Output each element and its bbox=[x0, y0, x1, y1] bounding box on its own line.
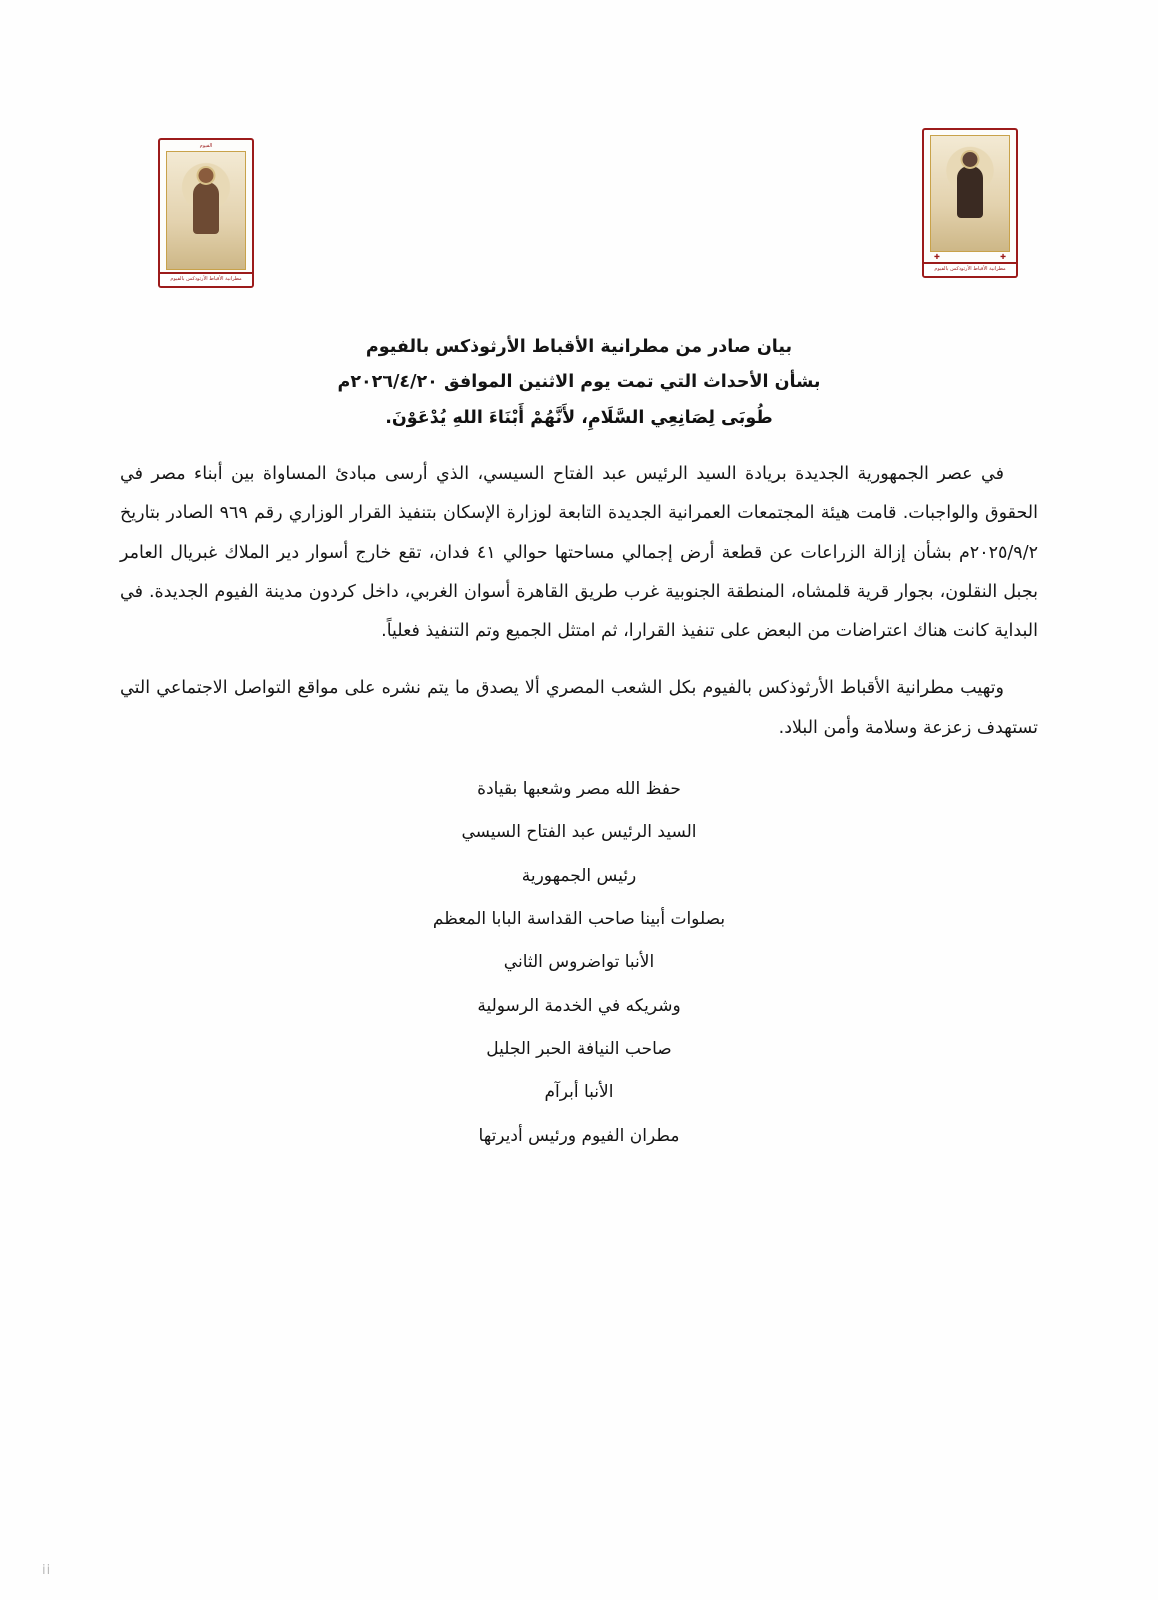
cross-row-icon bbox=[934, 254, 1006, 261]
document-body bbox=[120, 330, 1038, 1158]
closing-line-6: وشريكه في الخدمة الرسولية bbox=[477, 995, 681, 1016]
statement-title-line-1: بيان صادر من مطرانية الأقباط الأرثوذكس بالفيوم bbox=[365, 337, 793, 357]
left-logo-icon bbox=[166, 151, 246, 270]
right-logo-base-caption: مطرانية الأقباط الأرثوذكس بالفيوم bbox=[924, 262, 1016, 276]
statement-paragraph-1: في عصر الجمهورية الجديدة بريادة السيد الرئيس عبد الفتاح السيسي، الذي أرسى مبادئ المساواة بين أبناء مصر في الحقوق والواجبات. قامت هيئة المجتمعات العمرانية الجديدة التابعة لوزارة الإسكان بتنفيذ القرار الوزاري رقم ٩٦٩ الصادر بتاريخ ٢٠٢٥/٩/٢م بشأن إزالة الزراعات عن قطعة أرض إجمالي مساحتها حوالي ٤١ فدان، تقع خارج أسوار دير الملاك غبريال العامر بجبل النقلون، بجوار قرية قلمشاه، المنطقة الجنوبية غرب طريق القاهرة أسوان الغربي، داخل كردون مدينة الفيوم الجديدة. في البداية كانت هناك اعتراضات من البعض على تنفيذ القرارا، ثم امتثل الجميع وتم التنفيذ فعلياً. bbox=[120, 463, 1038, 642]
closing-line-9: مطران الفيوم ورئيس أديرتها bbox=[478, 1125, 680, 1146]
cross-icon: ✚ bbox=[1000, 253, 1006, 262]
closing-line-7: صاحب النيافة الحبر الجليل bbox=[486, 1038, 672, 1059]
right-logo-icon bbox=[930, 135, 1010, 252]
page-footer-mark: ii bbox=[42, 1563, 52, 1578]
fayoum-diocese-seal-left-logo bbox=[158, 138, 254, 288]
closing-line-1: حفظ الله مصر وشعبها بقيادة bbox=[477, 778, 681, 799]
closing-line-2: السيد الرئيس عبد الفتاح السيسي bbox=[461, 822, 697, 843]
cross-icon: ✚ bbox=[934, 253, 940, 262]
monastery-seal-right-logo bbox=[922, 128, 1018, 278]
left-logo-base-caption: مطرانية الأقباط الأرثوذكس بالفيوم bbox=[160, 272, 252, 286]
closing-line-5: الأنبا تواضروس الثاني bbox=[503, 952, 655, 973]
scripture-verse: طُوبَى لِصَانِعِي السَّلَامِ، لأَنَّهُمْ أَبْنَاءَ اللهِ يُدْعَوْنَ. bbox=[385, 408, 773, 428]
closing-line-8: الأنبا أبرآم bbox=[544, 1082, 614, 1103]
statement-title-line-2: بشأن الأحداث التي تمت يوم الاثنين الموافق ٢٠٢٦/٤/٢٠م bbox=[337, 372, 821, 392]
left-logo-top-caption: الفيوم bbox=[199, 143, 213, 149]
statement-paragraph-2: وتهيب مطرانية الأقباط الأرثوذكس بالفيوم بكل الشعب المصري ألا يصدق ما يتم نشره على مواقع التواصل الاجتماعي التي تستهدف زعزعة وسلامة وأمن البلاد. bbox=[120, 678, 1038, 738]
closing-block bbox=[120, 768, 1038, 1158]
right-logo-top-caption bbox=[924, 130, 1016, 133]
letterhead bbox=[0, 120, 1158, 290]
closing-line-3: رئيس الجمهورية bbox=[521, 865, 637, 886]
closing-line-4: بصلوات أبينا صاحب القداسة البابا المعظم bbox=[432, 908, 726, 929]
